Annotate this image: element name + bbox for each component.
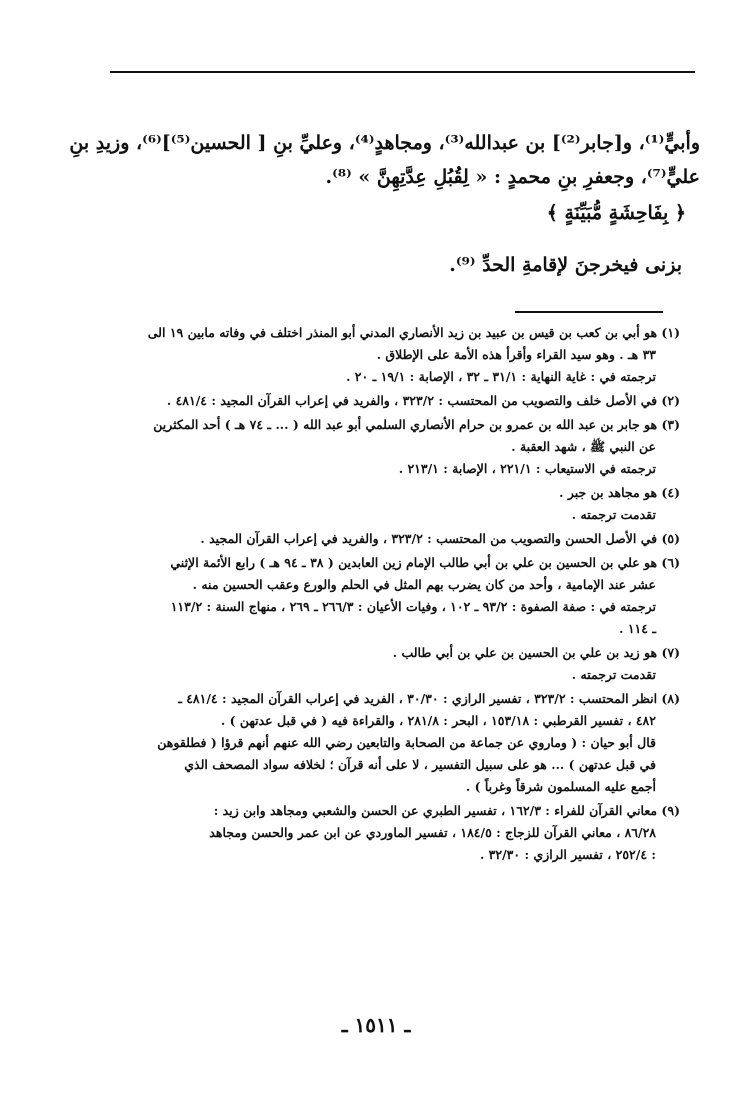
footnote-line: تقدمت ترجمته . bbox=[571, 507, 656, 522]
footnote-separator bbox=[515, 311, 663, 313]
footnote-5 bbox=[100, 528, 680, 550]
footnote-line: في قبل عدتهن ) ... هو على سبيل التفسير ، لا على أنه قرآن ؛ لخلافه سواد المصحف الذي bbox=[184, 757, 656, 772]
footnote-3 bbox=[100, 414, 680, 480]
footnote-line: تقدمت ترجمته . bbox=[571, 667, 656, 682]
footnote-line: ٣٣ هـ . وهو سيد القراء وأقرأ هذه الأمة على الإطلاق . bbox=[376, 347, 656, 362]
footnote-6 bbox=[100, 552, 680, 640]
footnote-line: (٢) في الأصل خلف والتصويب من المحتسب : ٣٢٣/٢ ، والفريد في إعراب القرآن المجيد : ٤٨١/٤ . bbox=[166, 393, 680, 408]
footnote-line: ٤٨٢ ، تفسير القرطبي : ١٥٣/١٨ ، البحر : ٢٨١/٨ ، والقراءة فيه ( في قبل عدتهن ) . bbox=[220, 713, 656, 728]
footnote-line: ترجمته في الاستيعاب : ٢٢١/١ ، الإصابة : ٢١٣/١ . bbox=[398, 461, 656, 476]
footnote-line: (٨) انظر المحتسب : ٣٢٣/٢ ، تفسير الرازي : ٣٠/٣٠ ، الفريد في إعراب القرآن المجيد : ٤٨١/٤ ـ bbox=[178, 691, 680, 706]
footnote-9 bbox=[100, 800, 680, 866]
footnote-line: (٧) هو زيد بن علي بن الحسين بن علي بن أبي طالب . bbox=[392, 645, 680, 660]
footnote-line: (٣) هو جابر بن عبد الله بن عمرو بن حرام الأنصاري السلمي أبو عبد الله ( ... ـ ٧٤ هـ ) أحد المكثرين bbox=[153, 417, 680, 432]
main-line-2: عليٍّ⁽⁷⁾، وجعفرِ بنِ محمدٍ : « لِقُبُلِ عِدَّتِهِنَّ » ⁽⁸⁾. bbox=[325, 166, 700, 188]
footnote-1 bbox=[100, 322, 680, 388]
footnote-8 bbox=[100, 688, 680, 798]
main-line-1: وأبيٍّ⁽¹⁾، و[جابر⁽²⁾] بن عبدالله⁽³⁾، ومجاهدٍ⁽⁴⁾، وعليِّ بنِ [ الحسين⁽⁵⁾]⁽⁶⁾، وزيدِ بنِ bbox=[69, 132, 700, 154]
footnote-7 bbox=[100, 642, 680, 686]
footnote-line: ترجمته في : غاية النهاية : ٣١/١ ـ ٣٢ ، الإصابة : ١٩/١ ـ ٢٠ . bbox=[346, 369, 656, 384]
main-line-3: بزنى فيخرجنَ لإقامةِ الحدِّ ⁽⁹⁾. bbox=[449, 254, 682, 276]
quran-verse: ﴿ بِفَاحِشَةٍ مُّبَيِّنَةٍ ﴾ bbox=[546, 202, 686, 224]
main-text bbox=[69, 126, 700, 282]
top-rule bbox=[110, 71, 695, 73]
footnote-line: عن النبي ﷺ ، شهد العقبة . bbox=[511, 439, 656, 454]
footnote-line: (٤) هو مجاهد بن جبر . bbox=[559, 485, 680, 500]
footnote-2 bbox=[100, 390, 680, 412]
footnote-line: ٨٦/٢٨ ، معاني القرآن للزجاج : ١٨٤/٥ ، تفسير الماوردي عن ابن عمر والحسن ومجاهد bbox=[209, 825, 656, 840]
page-number: ـ ١٥١١ ـ bbox=[341, 1013, 411, 1037]
footnote-line: : ٢٥٢/٤ ، تفسير الرازي : ٣٢/٣٠ . bbox=[479, 847, 656, 862]
footnote-line: (٦) هو علي بن الحسين بن علي بن أبي طالب الإمام زين العابدين ( ٣٨ ـ ٩٤ هـ ) رابع الأئمة الإثني bbox=[170, 555, 680, 570]
footnote-line: ترجمته في : صفة الصفوة : ٩٣/٢ ـ ١٠٢ ، وفيات الأعيان : ٢٦٦/٣ ـ ٢٦٩ ، منهاج السنة : ١١٣/٢ bbox=[170, 599, 656, 614]
footnote-line: قال أبو حيان : ( وماروي عن جماعة من الصحابة والتابعين رضي الله عنهم أنهم قرؤا ( فطلقوهن bbox=[157, 735, 656, 750]
footnote-line: أجمع عليه المسلمون شرقاً وغرباً ) . bbox=[465, 779, 656, 794]
footnote-line: (٥) في الأصل الحسن والتصويب من المحتسب : ٣٢٣/٢ ، والفريد في إعراب القرآن المجيد . bbox=[200, 531, 680, 546]
footnotes bbox=[100, 320, 680, 866]
footnote-4 bbox=[100, 482, 680, 526]
footnote-line: (١) هو أبي بن كعب بن قيس بن عبيد بن زيد الأنصاري المدني أبو المنذر اختلف في وفاته مابين ١٩ الى bbox=[147, 325, 680, 340]
footnote-line: ـ ١١٤ . bbox=[619, 621, 656, 636]
footnote-line: (٩) معاني القرآن للفراء : ١٦٢/٣ ، تفسير الطبري عن الحسن والشعبي ومجاهد وابن زيد : bbox=[213, 803, 680, 818]
footnote-line: عشر عند الإمامية ، وأحد من كان يضرب بهم المثل في الحلم والورع وعقب الحسين منه . bbox=[192, 577, 656, 592]
